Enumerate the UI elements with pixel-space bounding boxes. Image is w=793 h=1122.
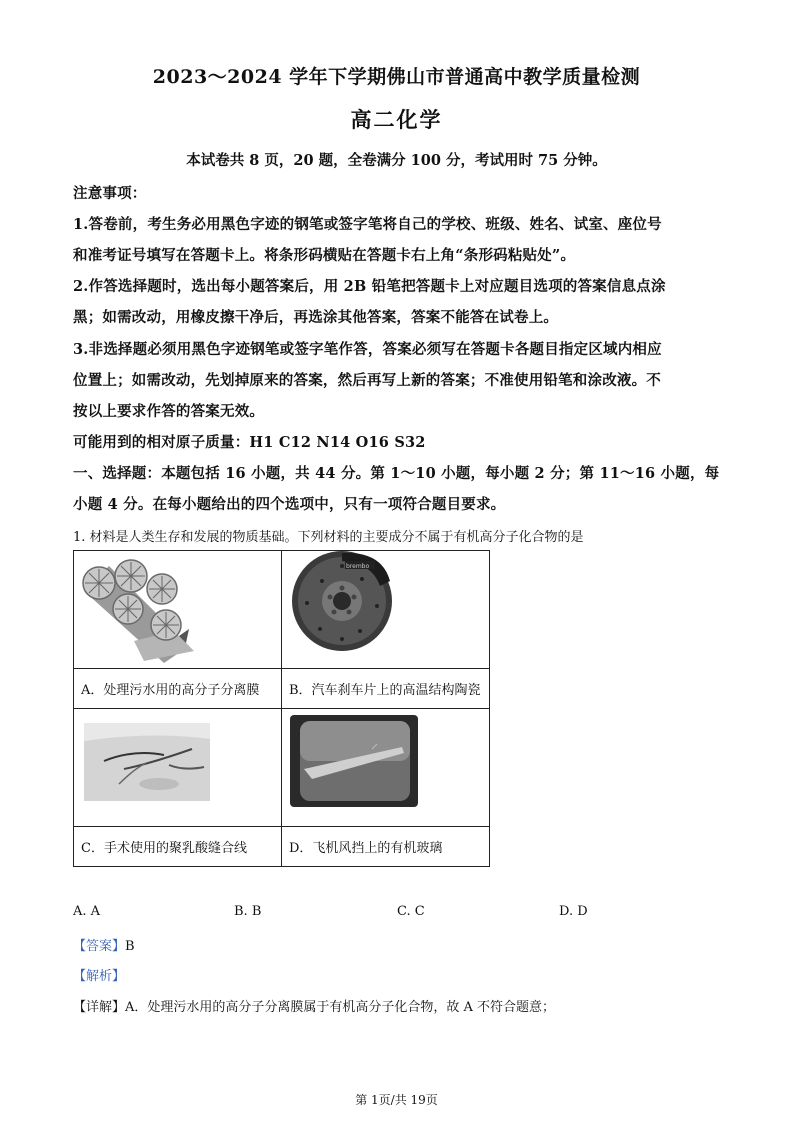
aircraft-window-image [282,709,489,826]
membrane-tubes-image [74,551,281,668]
choice-d[interactable]: D. D [559,904,588,919]
option-d-image-cell [282,709,490,827]
brake-disc-image [282,551,489,668]
atomic-masses: 可能用到的相对原子质量：H1 C12 N14 O16 S32 [73,434,426,451]
option-c-label: C．手术使用的聚乳酸缝合线 [74,827,282,867]
question-stem: 1. 材料是人类生存和发展的物质基础。下列材料的主要成分不属于有机高分子化合物的是 [73,530,584,545]
note-line: 位置上；如需改动，先划掉原来的答案，然后再写上新的答案；不准使用铅笔和涂改液。不 [73,372,661,389]
option-a-image-cell [74,551,282,669]
note-line: 按以上要求作答的答案无效。 [73,403,265,420]
detail-line [73,996,555,1015]
answer-value: B [125,939,135,954]
svg-text:brembo: brembo [346,563,370,570]
page-number: 第 1页/共 19页 [355,1093,438,1107]
option-d-label: D．飞机风挡上的有机玻璃 [282,827,490,867]
suture-image [74,709,281,826]
choice-b[interactable]: B. B [234,904,262,919]
note-line: 2.作答选择题时，选出每小题答案后，用 2B 铅笔把答题卡上对应题目选项的答案信息点涂 [73,278,666,295]
note-line: 和准考证号填写在答题卡上。将条形码横贴在答题卡右上角“条形码粘贴处”。 [73,247,576,264]
choice-c[interactable]: C. C [397,904,425,919]
option-b-label: B．汽车刹车片上的高温结构陶瓷 [282,669,490,709]
section-line: 小题 4 分。在每小题给出的四个选项中，只有一项符合题目要求。 [73,496,506,513]
analysis-line [73,965,125,984]
notes-heading: 注意事项： [73,185,147,202]
option-c-image-cell [74,709,282,827]
answer-tag: 【答案】 [73,939,126,954]
note-line: 黑；如需改动，用橡皮擦干净后，再选涂其他答案，答案不能答在试卷上。 [73,309,559,326]
answer-line [73,935,135,954]
section-line: 一、选择题：本题包括 16 小题，共 44 分。第 1～10 小题，每小题 2 分；第 11～16 小题，每 [73,465,720,482]
exam-info: 本试卷共 8 页，20 题，全卷满分 100 分，考试用时 75 分钟。 [186,152,607,169]
detail-text: A．处理污水用的高分子分离膜属于有机高分子化合物，故 A 不符合题意； [125,1000,556,1015]
options-table [73,550,490,867]
exam-title: 2023～2024 学年下学期佛山市普通高中教学质量检测 [152,66,641,88]
option-a-label: A．处理污水用的高分子分离膜 [74,669,282,709]
note-line: 3.非选择题必须用黑色字迹钢笔或签字笔作答，答案必须写在答题卡各题目指定区域内相应 [73,341,662,358]
option-b-image-cell [282,551,490,669]
choice-a[interactable]: A. A [73,904,101,919]
detail-tag: 【详解】 [73,1000,126,1015]
note-line: 1.答卷前，考生务必用黑色字迹的钢笔或签字笔将自己的学校、班级、姓名、试室、座位号 [73,216,662,233]
analysis-tag: 【解析】 [73,969,126,984]
subject-title: 高二化学 [350,107,443,132]
